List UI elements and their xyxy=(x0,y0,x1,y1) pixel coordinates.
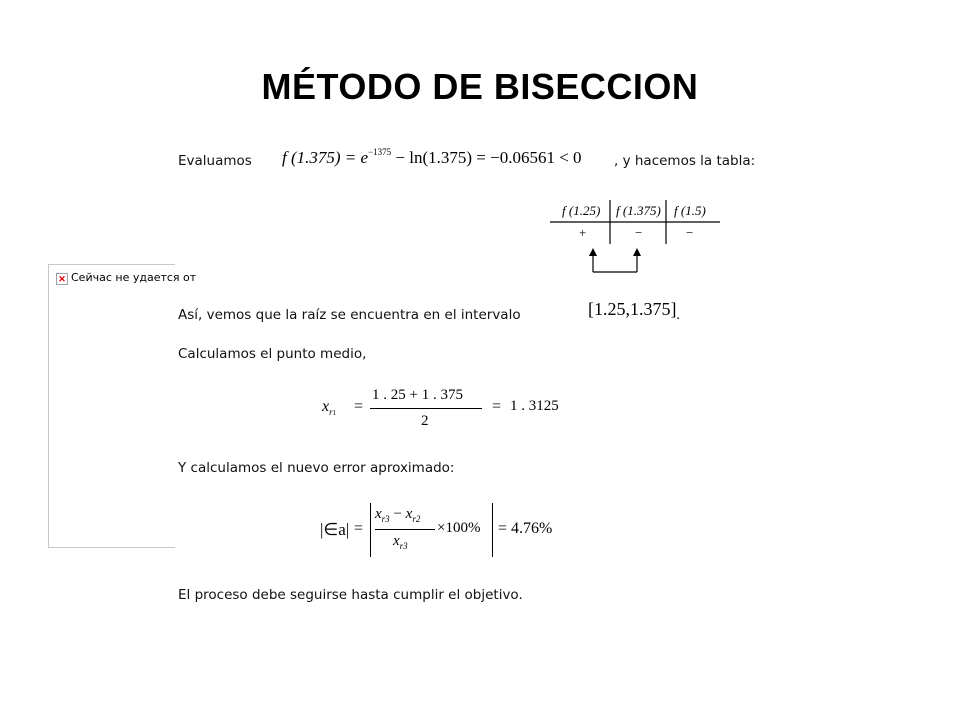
error-text: Y calculamos el nuevo error aproximado: xyxy=(178,460,455,476)
midpoint-lhs: $x_{r1}$ xyxy=(322,398,337,417)
abs-bar-right xyxy=(492,503,493,557)
asi-text: Así, vemos que la raíz se encuentra en el intervalo xyxy=(178,307,521,323)
sign-table-sign-2: − xyxy=(635,225,643,240)
arrow-left-head-icon xyxy=(589,248,597,256)
sign-table-sign-3: − xyxy=(686,225,694,240)
f-eval-lhs: f (1.375) = e xyxy=(282,148,369,167)
f-eval-exponent: −1375 xyxy=(368,147,392,157)
sign-table-header-1: f (1.25) xyxy=(562,203,601,218)
midpoint-eq1: = xyxy=(354,398,364,415)
final-text: El proceso debe seguirse hasta cumplir el objetivo. xyxy=(178,587,523,603)
tabla-text: , y hacemos la tabla: xyxy=(614,153,756,169)
punto-medio-text: Calculamos el punto medio, xyxy=(178,346,367,362)
interval-value: [1.25,1.375] xyxy=(588,299,677,319)
evaluamos-label: Evaluamos xyxy=(178,153,252,169)
error-times: ×100% xyxy=(437,520,481,536)
abs-bar-left xyxy=(370,503,371,557)
error-fraction-bar xyxy=(375,529,435,530)
midpoint-fraction-bar xyxy=(370,408,482,409)
sign-table-sign-1: + xyxy=(579,225,587,240)
midpoint-eq2: = xyxy=(492,398,502,415)
error-numerator: $x_{r3} - x_{r2}$ xyxy=(375,506,421,524)
midpoint-denominator: 2 xyxy=(421,413,429,429)
broken-image-icon: ✕ xyxy=(56,273,68,285)
f-eval-rhs: − ln(1.375) = −0.06561 < 0 xyxy=(391,148,582,167)
error-eq: = xyxy=(354,520,364,537)
broken-image-placeholder xyxy=(48,264,197,548)
error-lhs: |∈a| xyxy=(320,520,350,539)
slide-title: MÉTODO DE BISECCION xyxy=(261,66,699,107)
error-result: = 4.76% xyxy=(498,520,553,537)
broken-image-message: Сейчас не удается от xyxy=(71,271,197,284)
f-eval-equation xyxy=(282,147,582,168)
interval-period: . xyxy=(676,307,681,323)
sign-table-header-2: f (1.375) xyxy=(616,203,661,218)
midpoint-numerator: 1 . 25 + 1 . 375 xyxy=(372,387,463,403)
error-denominator: $x_{r3}$ xyxy=(393,533,408,551)
arrow-right-head-icon xyxy=(633,248,641,256)
midpoint-result: 1 . 3125 xyxy=(510,398,559,414)
sign-table-header-3: f (1.5) xyxy=(674,203,706,218)
